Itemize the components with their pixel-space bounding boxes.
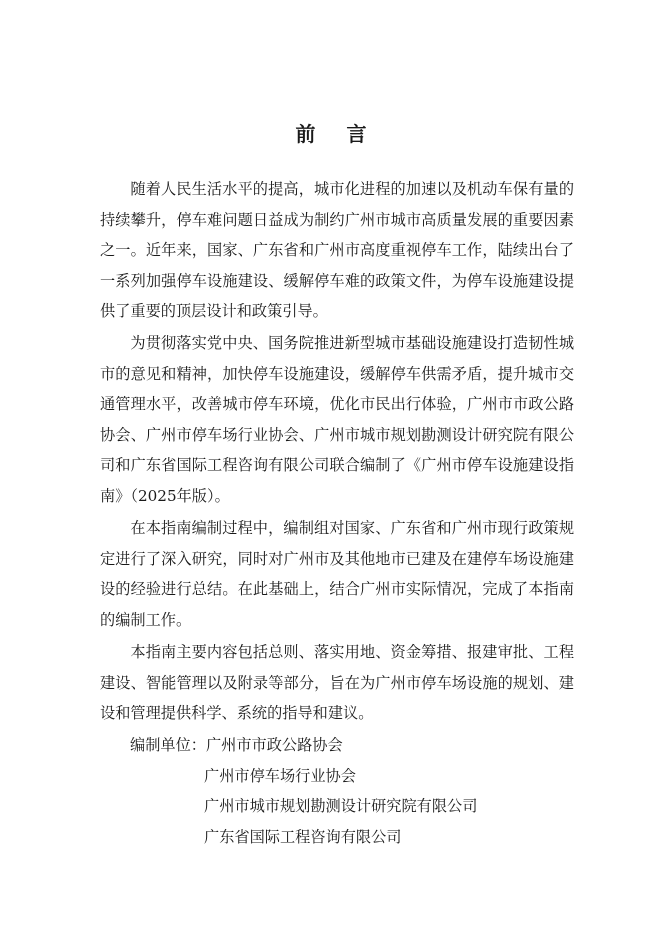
compiler-row-1 xyxy=(130,730,477,761)
paragraph-2-block xyxy=(100,328,574,512)
compiler-name: 广东省国际工程咨询有限公司 xyxy=(204,827,402,846)
paragraph-3-block xyxy=(100,513,574,635)
paragraph-1-block xyxy=(100,174,574,327)
paragraph-4-block xyxy=(100,637,574,729)
compiler-label: 编制单位： xyxy=(130,736,206,754)
compiler-name: 广州市市政公路协会 xyxy=(205,736,343,754)
compiling-units xyxy=(130,730,477,852)
paragraph-3: 在本指南编制过程中，编制组对国家、广东省和广州市现行政策规定进行了深入研究，同时对广州市及其他地市已建及在建停车场设施建设的经验进行总结。在此基础上，结合广州市实际情况，完成了本指南的编制工作。 xyxy=(100,519,574,629)
compiler-row-2 xyxy=(130,761,477,792)
compiler-name: 广州市城市规划勘测设计研究院有限公司 xyxy=(204,797,478,816)
paragraph-4: 本指南主要内容包括总则、落实用地、资金筹措、报建审批、工程建设、智能管理以及附录等部分，旨在为广州市停车场设施的规划、建设和管理提供科学、系统的指导和建议。 xyxy=(100,643,574,723)
paragraph-1: 随着人民生活水平的提高，城市化进程的加速以及机动车保有量的持续攀升，停车难问题日益成为制约广州市城市高质量发展的重要因素之一。近年来，国家、广东省和广州市高度重视停车工作，陆续出台了一系列加强停车设施建设、缓解停车难的政策文件，为停车设施建设提供了重要的顶层设计和政策引导。 xyxy=(100,180,574,321)
paragraph-2: 为贯彻落实党中央、国务院推进新型城市基础设施建设打造韧性城市的意见和精神，加快停车设施建设，缓解停车供需矛盾，提升城市交通管理水平，改善城市停车环境，优化市民出行体验，广州市市政公路协会、广州市停车场行业协会、广州市城市规划勘测设计研究院有限公司和广东省国际工程咨询有限公司联合编制了《广州市停车设施建设指南》（2025年版）。 xyxy=(100,334,574,505)
page-title: 前 言 xyxy=(295,122,379,146)
compiler-row-3 xyxy=(130,791,477,822)
compiler-row-4 xyxy=(130,822,477,853)
compiler-name: 广州市停车场行业协会 xyxy=(204,766,356,785)
